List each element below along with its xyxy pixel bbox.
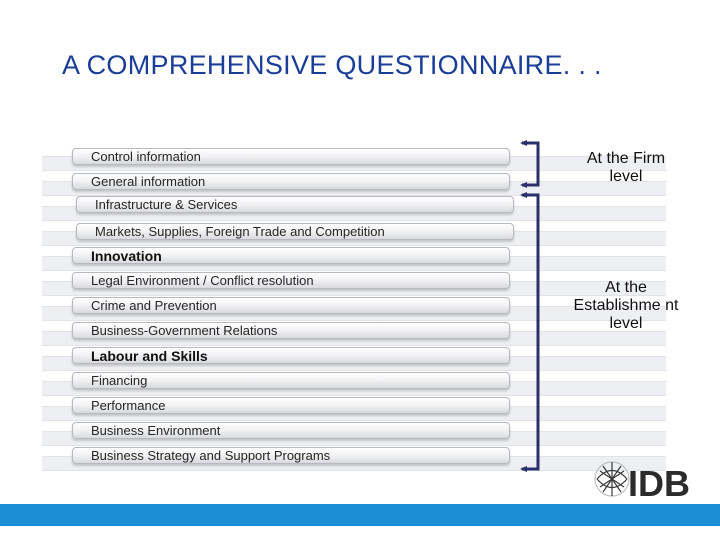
- section-label: Labour and Skills: [91, 348, 208, 364]
- section-label: Business-Government Relations: [91, 323, 278, 338]
- section-label: Crime and Prevention: [91, 298, 217, 313]
- firm-level-label: At the Firm level: [586, 150, 666, 185]
- section-label: General information: [91, 174, 206, 189]
- section-markets-supplies: [76, 223, 514, 240]
- section-business-strategy: [72, 447, 510, 464]
- logo-text: IDB: [628, 463, 690, 500]
- slide-title: A COMPREHENSIVE QUESTIONNAIRE. . .: [62, 50, 602, 80]
- section-legal-environment: [72, 272, 510, 289]
- section-label: Infrastructure & Services: [95, 197, 238, 212]
- section-label: Financing: [91, 373, 148, 388]
- section-label: Performance: [91, 398, 166, 413]
- establishment-level-bracket: [520, 192, 544, 474]
- footer-bar: [0, 504, 720, 526]
- section-label: Business Strategy and Support Programs: [91, 448, 331, 463]
- section-performance: [72, 397, 510, 414]
- section-control-information: [72, 148, 510, 165]
- section-business-environment: [72, 422, 510, 439]
- firm-level-bracket: [520, 140, 544, 190]
- section-business-government: [72, 322, 510, 339]
- section-label: Control information: [91, 149, 201, 164]
- section-financing: [72, 372, 510, 389]
- section-labour-skills: [72, 347, 510, 364]
- section-innovation: [72, 247, 510, 264]
- section-infrastructure-services: [76, 196, 514, 213]
- establishment-level-label: At the Establishme nt level: [573, 279, 679, 332]
- section-label: Markets, Supplies, Foreign Trade and Competition: [95, 224, 385, 239]
- section-crime-prevention: [72, 297, 510, 314]
- section-general-information: [72, 173, 510, 190]
- section-label: Innovation: [91, 248, 162, 264]
- section-label: Legal Environment / Conflict resolution: [91, 273, 314, 288]
- section-label: Business Environment: [91, 423, 221, 438]
- idb-logo: [592, 458, 698, 500]
